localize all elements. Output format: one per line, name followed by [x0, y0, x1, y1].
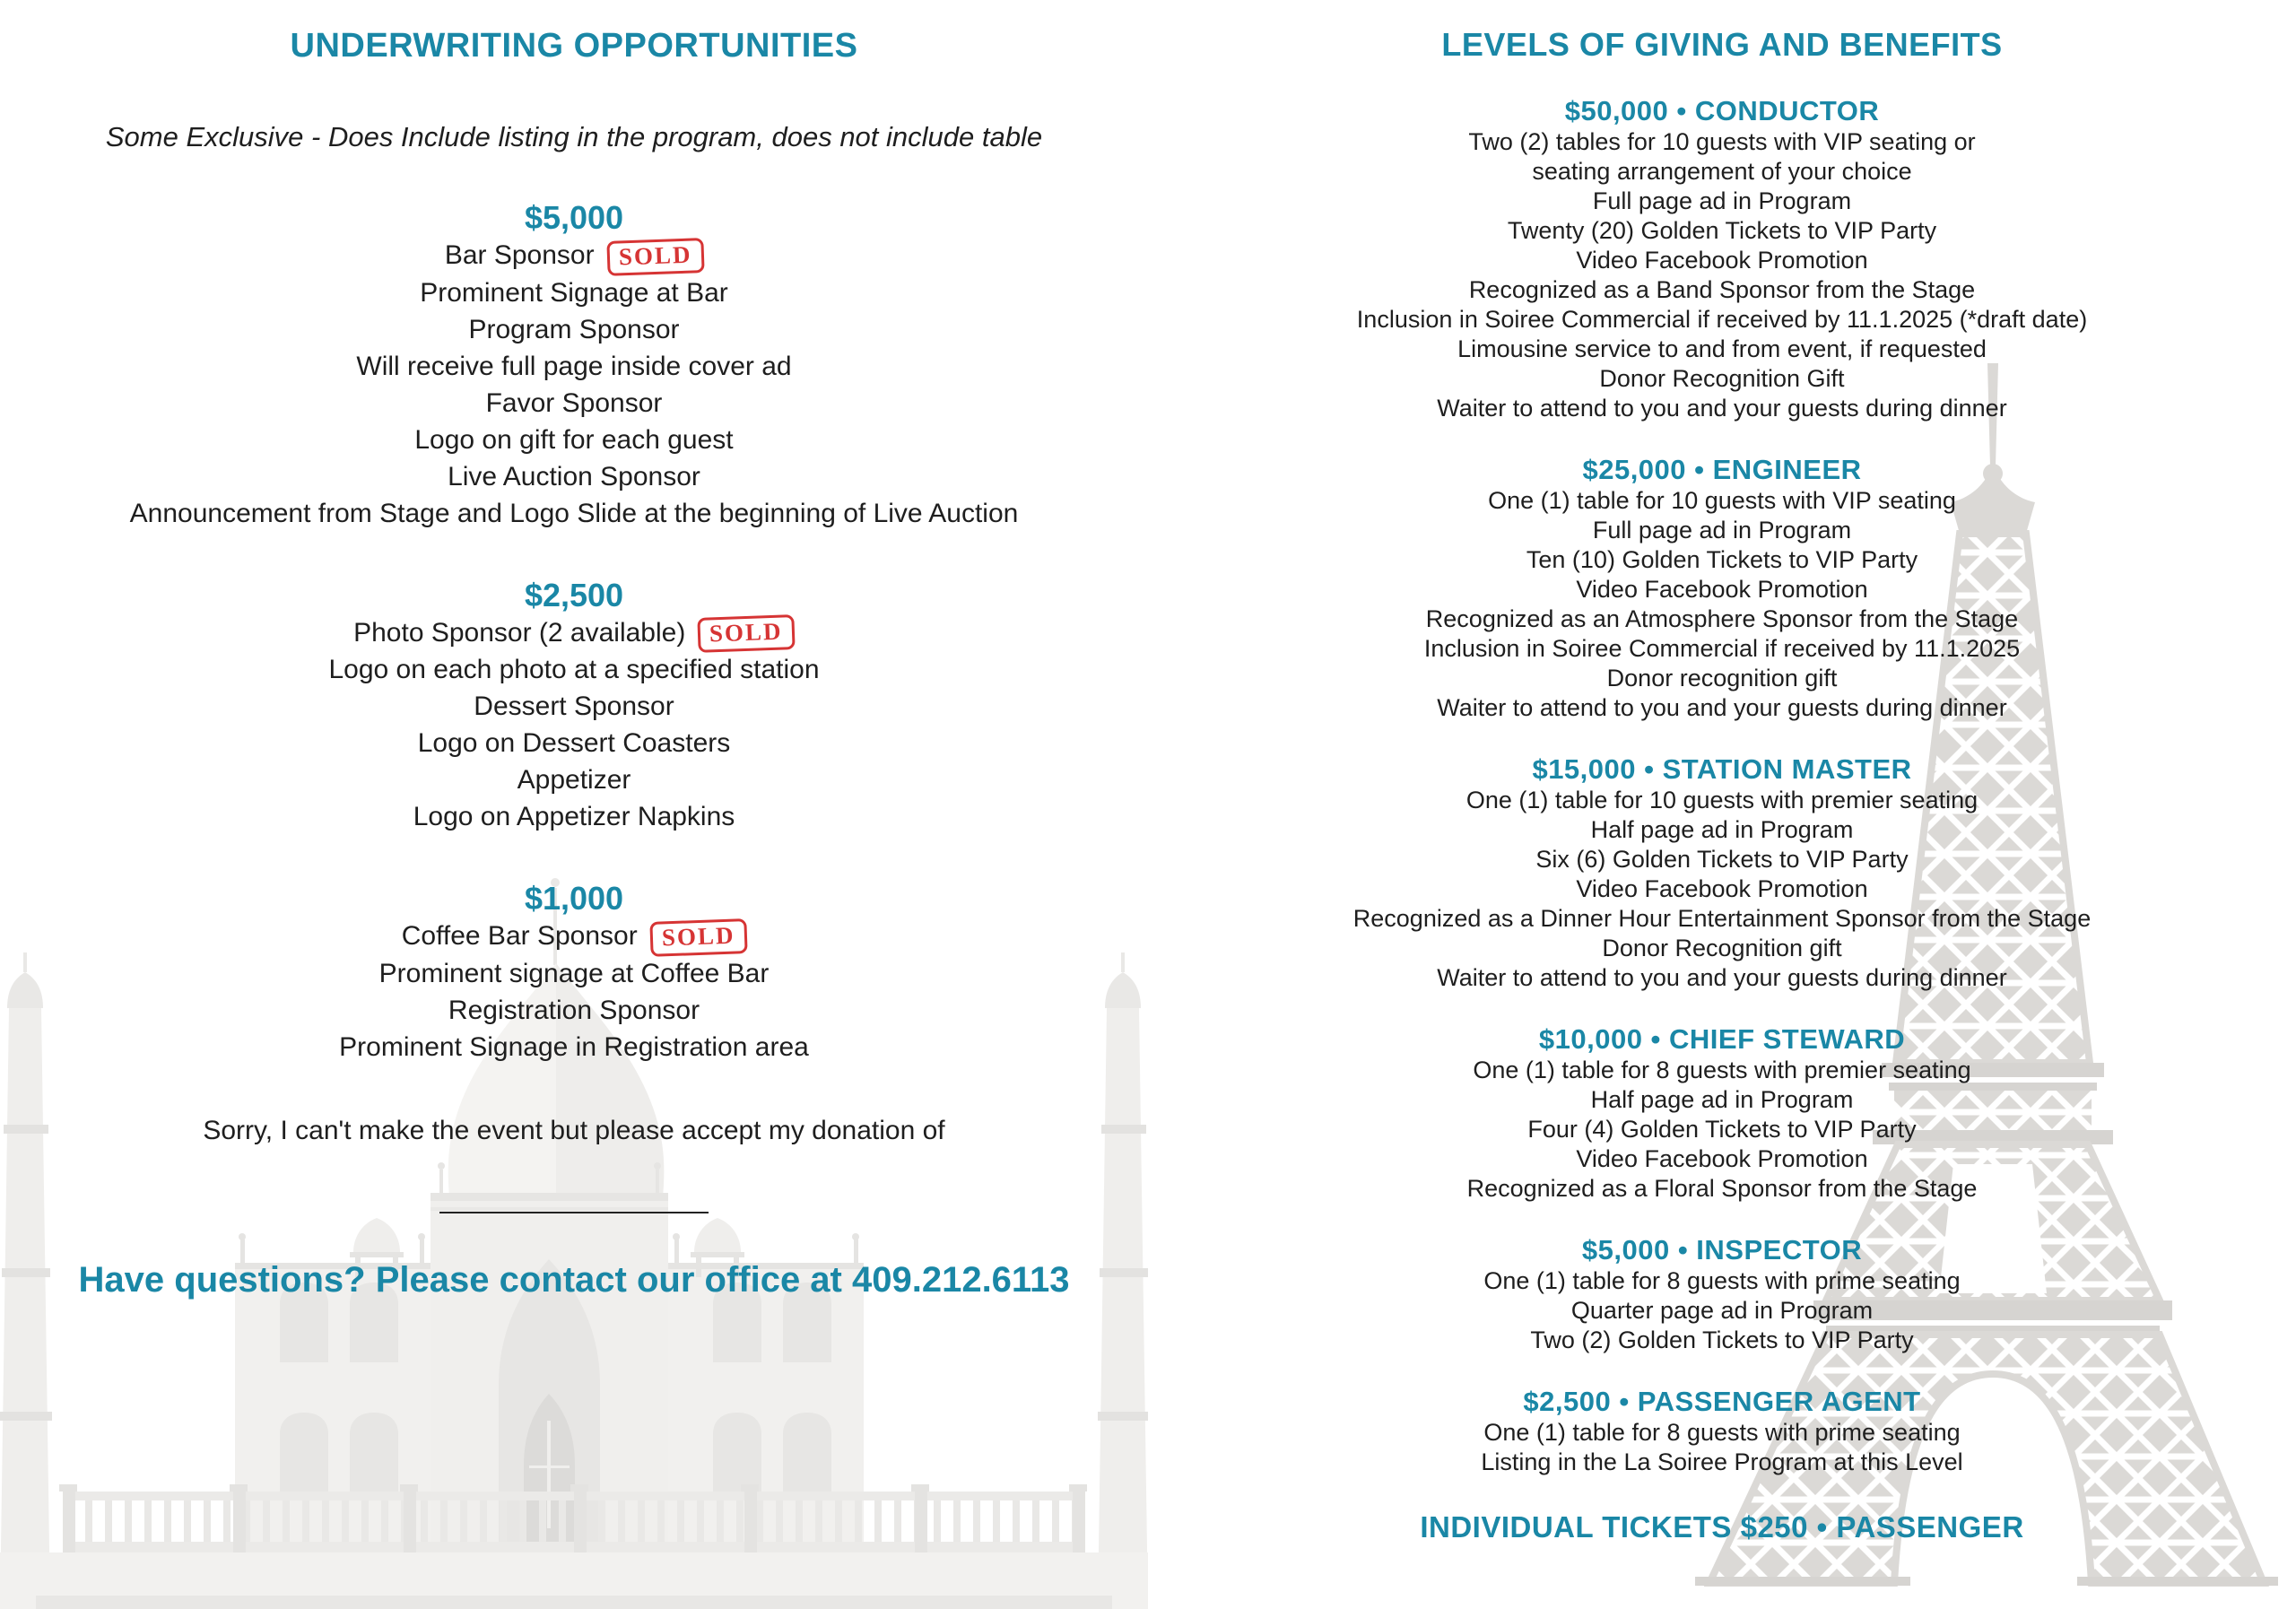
giving-level-benefit [1148, 1448, 2296, 1477]
giving-level-heading: $25,000 • ENGINEER [1582, 454, 1862, 485]
giving-level-benefit [1148, 1326, 2296, 1355]
giving-level-benefit-text: One (1) table for 10 guests with VIP seating [1488, 487, 1956, 514]
sponsor-tier-section [0, 199, 1148, 532]
sponsor-tier-section [0, 880, 1148, 1065]
sponsor-item-text: Program Sponsor [468, 314, 680, 344]
giving-level-benefit [1148, 575, 2296, 604]
giving-level-benefit [1148, 786, 2296, 815]
sponsor-item-text: Prominent signage at Coffee Bar [378, 958, 770, 988]
giving-level-benefit [1148, 1144, 2296, 1174]
giving-level-benefit-text: Recognized as an Atmosphere Sponsor from the Stage [1425, 605, 2019, 632]
giving-level-benefit [1148, 934, 2296, 963]
giving-level-heading: $2,500 • PASSENGER AGENT [1523, 1386, 1921, 1417]
underwriting-sections [0, 199, 1148, 1065]
giving-level-benefit [1148, 127, 2296, 157]
giving-level-benefit-text: Donor recognition gift [1606, 665, 1838, 691]
giving-level-benefit-text: Ten (10) Golden Tickets to VIP Party [1526, 546, 1918, 573]
sponsor-item [0, 458, 1148, 495]
giving-level-benefit-text: Donor Recognition Gift [1599, 365, 1845, 392]
sponsor-item-text: Prominent Signage at Bar [420, 277, 728, 308]
levels-title: LEVELS OF GIVING AND BENEFITS [1441, 26, 2003, 63]
individual-tickets-line: INDIVIDUAL TICKETS $250 • PASSENGER [1420, 1510, 2024, 1544]
giving-level-benefit-text: seating arrangement of your choice [1532, 158, 1912, 185]
sponsor-item [0, 688, 1148, 725]
giving-level-section [1148, 1023, 2296, 1204]
giving-level-benefit-text: One (1) table for 8 guests with premier seating [1473, 1057, 1971, 1083]
sponsor-item-text: Appetizer [517, 765, 631, 796]
giving-level-section [1148, 1386, 2296, 1477]
giving-level-heading: $50,000 • CONDUCTOR [1564, 95, 1880, 126]
giving-level-benefit [1148, 1266, 2296, 1296]
giving-level-benefit [1148, 874, 2296, 904]
sponsor-item-text: Will receive full page inside cover ad [356, 351, 792, 381]
giving-level-benefit [1148, 1174, 2296, 1204]
underwriting-title: UNDERWRITING OPPORTUNITIES [290, 27, 858, 65]
giving-level-benefit [1148, 1056, 2296, 1085]
giving-level-benefit [1148, 246, 2296, 275]
giving-level-benefit [1148, 364, 2296, 394]
giving-level-benefit [1148, 1418, 2296, 1448]
giving-level-heading: $5,000 • INSPECTOR [1581, 1234, 1863, 1265]
giving-level-benefit-text: Inclusion in Soiree Commercial if received by 11.1.2025 (*draft date) [1356, 306, 2088, 333]
giving-level-benefit-text: Full page ad in Program [1592, 517, 1852, 544]
sponsor-item [0, 992, 1148, 1029]
sponsor-tier-heading: $5,000 [524, 199, 624, 236]
giving-level-benefit [1148, 394, 2296, 423]
giving-level-benefit [1148, 157, 2296, 187]
giving-level-benefit [1148, 904, 2296, 934]
sponsor-item [0, 237, 1148, 274]
sponsor-item [0, 495, 1148, 532]
giving-level-benefit-text: One (1) table for 10 guests with premier seating [1465, 787, 1979, 813]
sponsor-item [0, 798, 1148, 835]
giving-level-benefit [1148, 1296, 2296, 1326]
giving-level-benefit-text: Inclusion in Soiree Commercial if received by 11.1.2025 [1423, 635, 2021, 662]
donation-amount-line [439, 1212, 709, 1213]
sponsor-item-text: Prominent Signage in Registration area [339, 1031, 809, 1062]
giving-level-benefit [1148, 516, 2296, 545]
giving-level-benefit [1148, 216, 2296, 246]
giving-level-benefit [1148, 1085, 2296, 1115]
sponsor-item [0, 651, 1148, 688]
sponsor-item-text: Favor Sponsor [485, 387, 663, 418]
sponsor-item-text: Logo on Appetizer Napkins [413, 802, 735, 832]
sponsor-item [0, 348, 1148, 385]
sponsor-item [0, 761, 1148, 798]
sponsor-tier-heading: $2,500 [524, 576, 624, 613]
giving-level-benefit-text: Recognized as a Band Sponsor from the Stage [1468, 276, 1976, 303]
giving-level-benefit-text: Two (2) tables for 10 guests with VIP seating or [1468, 128, 1976, 155]
underwriting-subtitle: Some Exclusive - Does Include listing in the program, does not include table [105, 121, 1043, 152]
sponsor-tier-heading: $1,000 [524, 880, 624, 918]
giving-level-benefit-text: Half page ad in Program [1590, 1086, 1854, 1113]
giving-level-benefit-text: Waiter to attend to you and your guests during dinner [1437, 964, 2007, 991]
sponsor-item-text: Logo on gift for each guest [414, 424, 734, 455]
contact-line: Have questions? Please contact our office at 409.212.6113 [78, 1259, 1070, 1300]
giving-level-benefit [1148, 335, 2296, 364]
giving-level-benefit-text: Video Facebook Promotion [1576, 576, 1868, 603]
sponsor-item-text: Announcement from Stage and Logo Slide at the beginning of Live Auction [129, 498, 1019, 528]
giving-level-benefit-text: Full page ad in Program [1592, 187, 1852, 214]
giving-level-benefit [1148, 634, 2296, 664]
sponsor-item [0, 725, 1148, 761]
giving-level-benefit-text: One (1) table for 8 guests with prime seating [1483, 1419, 1961, 1446]
giving-level-benefit [1148, 664, 2296, 693]
giving-level-benefit-text: One (1) table for 8 guests with prime seating [1483, 1267, 1961, 1294]
giving-level-benefit-text: Limousine service to and from event, if requested [1457, 335, 1987, 362]
giving-level-benefit [1148, 815, 2296, 845]
sponsor-item-text: Bar Sponsor [444, 240, 595, 270]
sponsor-item-text: Registration Sponsor [448, 995, 700, 1025]
giving-level-benefit-text: Six (6) Golden Tickets to VIP Party [1535, 846, 1909, 873]
sponsor-item [0, 614, 1148, 652]
giving-level-section [1148, 95, 2296, 423]
giving-level-benefit-text: Waiter to attend to you and your guests during dinner [1437, 694, 2007, 721]
sold-stamp: SOLD [698, 614, 796, 653]
sponsor-item [0, 422, 1148, 458]
giving-level-benefit-text: Four (4) Golden Tickets to VIP Party [1527, 1116, 1917, 1143]
sponsor-item-text: Photo Sponsor (2 available) [353, 617, 686, 648]
underwriting-column [0, 25, 1148, 1301]
giving-level-section [1148, 1234, 2296, 1355]
giving-level-benefit-text: Twenty (20) Golden Tickets to VIP Party [1507, 217, 1937, 244]
giving-level-benefit [1148, 305, 2296, 335]
giving-level-heading: $10,000 • CHIEF STEWARD [1538, 1023, 1906, 1055]
giving-level-benefit-text: Video Facebook Promotion [1576, 875, 1868, 902]
giving-level-benefit-text: Waiter to attend to you and your guests during dinner [1437, 395, 2007, 422]
giving-level-benefit-text: Donor Recognition gift [1602, 935, 1842, 961]
sponsor-item-text: Logo on Dessert Coasters [417, 728, 731, 759]
sold-stamp: SOLD [606, 238, 704, 276]
sponsor-item-text: Live Auction Sponsor [448, 461, 700, 491]
giving-level-heading: $15,000 • STATION MASTER [1532, 753, 1912, 785]
sponsor-item [0, 311, 1148, 348]
giving-level-benefit [1148, 1115, 2296, 1144]
sponsor-item-text: Logo on each photo at a specified station [328, 655, 820, 685]
giving-level-benefit [1148, 845, 2296, 874]
giving-level-benefit [1148, 693, 2296, 723]
giving-level-benefit [1148, 187, 2296, 216]
sponsor-item [0, 274, 1148, 311]
sponsor-item [0, 1029, 1148, 1065]
sponsor-item [0, 385, 1148, 422]
sponsor-item [0, 955, 1148, 992]
giving-level-benefit [1148, 486, 2296, 516]
giving-level-benefit-text: Recognized as a Dinner Hour Entertainment Sponsor from the Stage [1352, 905, 2092, 932]
donation-note: Sorry, I can't make the event but please accept my donation of [203, 1115, 945, 1145]
sponsor-item-text: Dessert Sponsor [474, 691, 674, 722]
giving-level-benefit-text: Video Facebook Promotion [1576, 247, 1868, 274]
sponsor-item-text: Coffee Bar Sponsor [401, 921, 638, 952]
sponsor-item [0, 918, 1148, 955]
giving-level-benefit-text: Half page ad in Program [1590, 816, 1854, 843]
giving-levels-sections [1148, 95, 2296, 1477]
giving-level-benefit [1148, 545, 2296, 575]
giving-level-benefit-text: Two (2) Golden Tickets to VIP Party [1530, 1326, 1914, 1353]
giving-levels-column [1148, 25, 2296, 1545]
sponsor-tier-section [0, 577, 1148, 836]
giving-level-benefit [1148, 604, 2296, 634]
sold-stamp: SOLD [649, 918, 747, 957]
giving-level-benefit [1148, 275, 2296, 305]
giving-level-section [1148, 454, 2296, 723]
giving-level-section [1148, 753, 2296, 993]
giving-level-benefit [1148, 963, 2296, 993]
giving-level-benefit-text: Recognized as a Floral Sponsor from the Stage [1466, 1175, 1978, 1202]
giving-level-benefit-text: Listing in the La Soiree Program at this Level [1481, 1448, 1963, 1475]
giving-level-benefit-text: Quarter page ad in Program [1570, 1297, 1874, 1324]
giving-level-benefit-text: Video Facebook Promotion [1576, 1145, 1868, 1172]
